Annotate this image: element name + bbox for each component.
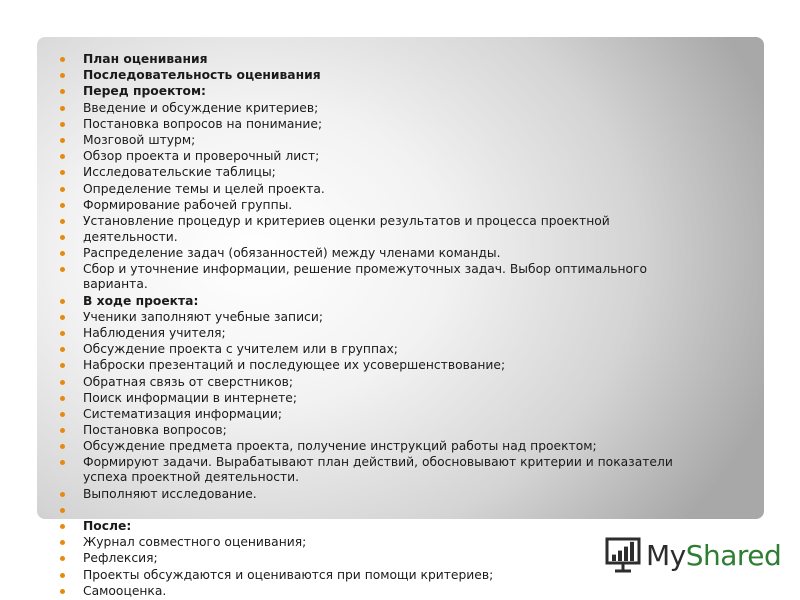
- bullet-item: [60, 67, 673, 83]
- bullet-dot-icon: [60, 540, 65, 545]
- bullet-item: [60, 325, 673, 341]
- bullet-text: успеха проектной деятельности.: [83, 470, 300, 485]
- bullet-dot-icon: [60, 556, 65, 561]
- bullet-dot-icon: [60, 106, 65, 111]
- bullet-dot-icon: [60, 122, 65, 127]
- watermark-logo: [604, 536, 781, 574]
- bullet-dot-icon: [60, 203, 65, 208]
- bullet-item: [60, 422, 673, 438]
- logo-bar: [612, 555, 616, 561]
- bullet-item: [60, 567, 673, 583]
- bullet-dot-icon: [60, 73, 65, 78]
- bullet-dot-icon: [60, 444, 65, 449]
- bullet-text: Проекты обсуждаются и оцениваются при помощи критериев;: [83, 567, 494, 582]
- bullet-item: [60, 213, 673, 229]
- bullet-text: Рефлексия;: [83, 551, 158, 566]
- bullet-item: [60, 374, 673, 390]
- bullet-item: [60, 550, 673, 566]
- bullet-text: Самооценка.: [83, 583, 167, 598]
- logo-text-accent: Shared: [685, 538, 782, 572]
- bullet-dot-icon: [60, 267, 65, 272]
- bullet-item: [60, 132, 673, 148]
- bullet-text: Мозговой штурм;: [83, 133, 196, 148]
- bullet-dot-icon: [60, 138, 65, 143]
- bullet-dot-icon: [60, 331, 65, 336]
- bullet-dot-icon: [60, 428, 65, 433]
- bullet-text: Постановка вопросов на понимание;: [83, 116, 323, 131]
- bullet-dot-icon: [60, 524, 65, 529]
- bullet-item: [60, 486, 673, 502]
- bullet-dot-icon: [60, 219, 65, 224]
- bullet-dot-icon: [60, 508, 65, 513]
- bullet-dot-icon: [60, 589, 65, 594]
- logo-bar: [624, 547, 628, 561]
- bullet-item: [60, 502, 673, 518]
- bullet-dot-icon: [60, 492, 65, 497]
- bullet-dot-icon: [60, 251, 65, 256]
- bullet-text: Обсуждение проекта с учителем или в группах;: [83, 342, 398, 357]
- logo-text: [646, 539, 781, 572]
- bullet-text: План оценивания: [83, 52, 208, 66]
- bullet-text: Обзор проекта и проверочный лист;: [83, 149, 320, 164]
- bullet-item: [60, 100, 673, 116]
- bullet-text: Введение и обсуждение критериев;: [83, 100, 319, 115]
- bullet-dot-icon: [60, 460, 65, 465]
- bullet-item: [60, 197, 673, 213]
- bullet-dot-icon: [60, 235, 65, 240]
- bullet-dot-icon: [60, 380, 65, 385]
- bullet-item: [60, 341, 673, 357]
- bullet-item: [60, 148, 673, 164]
- bullet-item: [60, 293, 673, 309]
- bullet-dot-icon: [60, 315, 65, 320]
- presentation-board-icon: [604, 536, 642, 574]
- bullet-text: Формирование рабочей группы.: [83, 197, 293, 212]
- bullet-item: [60, 583, 673, 599]
- bullet-text: Формируют задачи. Вырабатывают план действий, обосновывают критерии и показатели: [83, 454, 673, 469]
- bullet-text: Поиск информации в интернете;: [83, 390, 298, 405]
- bullet-dot-icon: [60, 573, 65, 578]
- bullet-text: Последовательность оценивания: [83, 68, 321, 83]
- bullet-text: Систематизация информации;: [83, 407, 282, 422]
- bullet-item: [60, 164, 673, 180]
- bullet-text: Исследовательские таблицы;: [83, 165, 276, 180]
- bullet-text: Перед проектом:: [83, 84, 206, 99]
- bullet-item: [60, 406, 673, 422]
- bullet-dot-icon: [60, 299, 65, 304]
- bullet-text: Журнал совместного оценивания;: [83, 535, 307, 550]
- bullet-dot-icon: [60, 89, 65, 94]
- bullet-item: [60, 181, 673, 197]
- bullet-dot-icon: [60, 347, 65, 352]
- bullet-item: [60, 534, 673, 550]
- bullet-text: Установление процедур и критериев оценки результатов и процесса проектной: [83, 214, 610, 229]
- bullet-item: [60, 455, 673, 471]
- bullet-text: Наброски презентаций и последующее их усовершенствование;: [83, 358, 506, 373]
- bullet-dot-icon: [60, 154, 65, 159]
- bullet-item: [60, 229, 673, 245]
- bullet-item: [60, 518, 673, 534]
- bullet-text: Наблюдения учителя;: [83, 326, 226, 341]
- bullet-text: деятельности.: [83, 230, 178, 245]
- bullet-dot-icon: [60, 187, 65, 192]
- bullet-list: [60, 51, 673, 599]
- logo-bar: [630, 542, 634, 561]
- bullet-text: Сбор и уточнение информации, решение промежуточных задач. Выбор оптимального: [83, 261, 647, 276]
- bullet-item: [60, 357, 673, 373]
- bullet-item: [60, 390, 673, 406]
- bullet-item: [60, 245, 673, 261]
- bullet-dot-icon: [60, 57, 65, 62]
- bullet-text: Распределение задач (обязанностей) между членами команды.: [83, 246, 501, 261]
- bullet-text: варианта.: [83, 277, 148, 292]
- bullet-item: [60, 116, 673, 132]
- bullet-text: После:: [83, 519, 132, 534]
- bullet-item: [60, 277, 673, 293]
- bullet-text: Постановка вопросов;: [83, 423, 227, 438]
- bullet-item: [60, 83, 673, 99]
- bullet-text: Обсуждение предмета проекта, получение инструкций работы над проектом;: [83, 439, 597, 454]
- bullet-item: [60, 309, 673, 325]
- logo-bar: [618, 551, 622, 561]
- bullet-item: [60, 51, 673, 67]
- bullet-text: В ходе проекта:: [83, 293, 199, 308]
- bullet-dot-icon: [60, 170, 65, 175]
- bullet-item: [60, 470, 673, 486]
- logo-text-prefix: My: [646, 538, 686, 572]
- bullet-text: Выполняют исследование.: [83, 486, 257, 501]
- bullet-dot-icon: [60, 363, 65, 368]
- bullet-item: [60, 438, 673, 454]
- bullet-text: Обратная связь от сверстников;: [83, 374, 294, 389]
- bullet-item: [60, 262, 673, 278]
- bullet-dot-icon: [60, 396, 65, 401]
- bullet-text: Ученики заполняют учебные записи;: [83, 309, 323, 324]
- bullet-dot-icon: [60, 412, 65, 417]
- bullet-text: Определение темы и целей проекта.: [83, 181, 325, 196]
